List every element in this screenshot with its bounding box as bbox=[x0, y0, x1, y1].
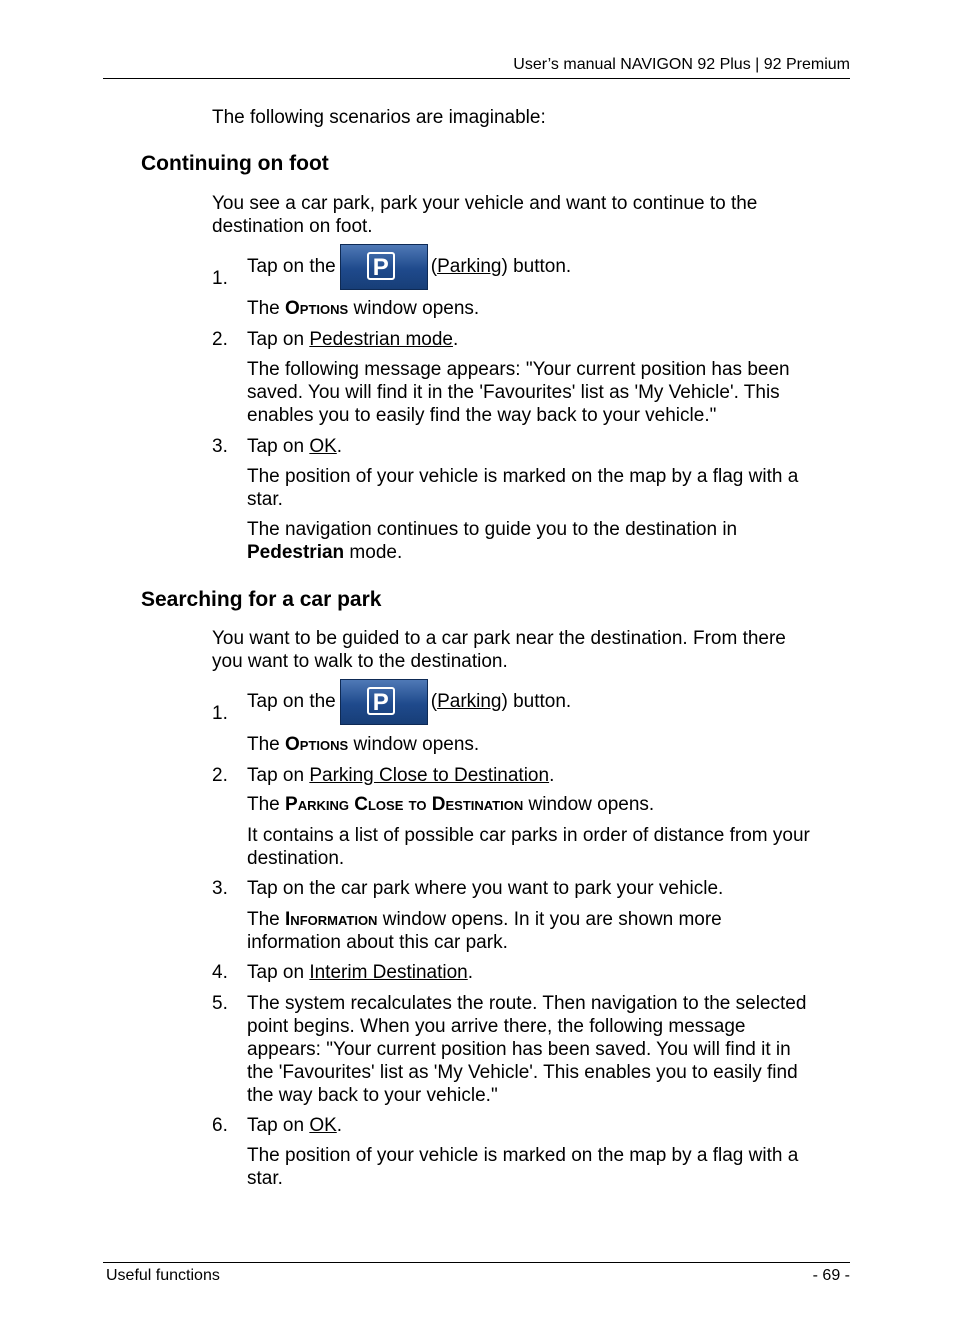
window-name: Options bbox=[285, 734, 349, 755]
s2-step2-line bbox=[247, 764, 554, 787]
section-heading-continuing-on-foot: Continuing on foot bbox=[141, 152, 329, 175]
page-footer bbox=[103, 1262, 850, 1287]
step-text-post: . bbox=[467, 962, 474, 983]
step-text-post: . bbox=[336, 1115, 343, 1136]
section-heading-searching-car-park: Searching for a car park bbox=[141, 588, 382, 611]
step-number: 3. bbox=[212, 436, 228, 457]
note-pre: The bbox=[247, 794, 280, 815]
step-text-post: . bbox=[336, 436, 343, 457]
note-pre: The bbox=[247, 734, 280, 755]
s1-step3-note1b: star. bbox=[247, 489, 283, 510]
s2-step5-l1: The system recalculates the route. Then navigation to the selected bbox=[247, 993, 807, 1014]
step-text: Tap on bbox=[247, 329, 305, 350]
section1-desc-line1: You see a car park, park your vehicle and want to continue to the bbox=[212, 193, 758, 214]
s2-step2-note bbox=[247, 793, 654, 816]
s2-step5-l4: the 'Favourites' list as 'My Vehicle'. This enables you to easily find bbox=[247, 1062, 798, 1083]
s1-step2-msg3: enables you to easily find the way back to your vehicle." bbox=[247, 405, 717, 426]
s2-step2-note2b: destination. bbox=[247, 848, 345, 869]
step-number: 2. bbox=[212, 765, 228, 786]
step-text: Tap on bbox=[247, 1115, 305, 1136]
s1-step3-line bbox=[247, 435, 342, 458]
step-number: 4. bbox=[212, 962, 228, 983]
parking-icon: P bbox=[367, 687, 395, 715]
step-text-post: . bbox=[452, 329, 459, 350]
s1-step2-line bbox=[247, 328, 458, 351]
parking-close-link: Parking Close to Destination bbox=[309, 765, 550, 786]
step-number: 6. bbox=[212, 1115, 228, 1136]
step-text-post: button. bbox=[513, 256, 572, 278]
note-pre: The bbox=[247, 909, 280, 930]
s2-step2-note2a: It contains a list of possible car parks in order of distance from your bbox=[247, 825, 810, 846]
s2-step6-note1a: The position of your vehicle is marked on the map by a flag with a bbox=[247, 1145, 799, 1166]
section2-desc-line2: you want to walk to the destination. bbox=[212, 651, 508, 672]
s2-step1-note bbox=[247, 733, 479, 756]
step-number: 3. bbox=[212, 878, 228, 899]
note-pre: The bbox=[247, 298, 280, 319]
window-name: Parking Close to Destination bbox=[285, 794, 524, 815]
s1-step2-msg1: The following message appears: "Your current position has been bbox=[247, 359, 790, 380]
s2-step3-note bbox=[247, 908, 722, 931]
note-post: window opens. bbox=[353, 734, 480, 755]
step-text: Tap on the bbox=[247, 256, 336, 278]
parking-link: Parking bbox=[437, 691, 502, 713]
pedestrian-bold: Pedestrian bbox=[247, 542, 345, 563]
s1-step1-line: Tap on the P (Parking) button. bbox=[247, 244, 571, 290]
page-number: - 69 - bbox=[812, 1267, 850, 1284]
section2-desc-line1: You want to be guided to a car park near the destination. From there bbox=[212, 628, 786, 649]
ok-link: OK bbox=[309, 436, 337, 457]
parking-icon: P bbox=[367, 252, 395, 280]
step-text: Tap on bbox=[247, 436, 305, 457]
note-rest: mode. bbox=[344, 542, 403, 563]
s2-step5-l5: the way back to your vehicle." bbox=[247, 1085, 498, 1106]
s1-step3-note1a: The position of your vehicle is marked on the map by a flag with a bbox=[247, 466, 799, 487]
s2-step6-line bbox=[247, 1114, 342, 1137]
page-header bbox=[103, 56, 850, 79]
step-number: 1. bbox=[212, 268, 228, 289]
step-text-post: . bbox=[549, 765, 555, 786]
s2-step1-line: Tap on the P (Parking) button. bbox=[247, 679, 571, 725]
s1-step3-note2a: The navigation continues to guide you to the destination in bbox=[247, 519, 738, 540]
s1-step1-note bbox=[247, 297, 479, 320]
window-name: Information bbox=[285, 909, 378, 930]
s2-step5-l2: point begins. When you arrive there, the following message bbox=[247, 1016, 746, 1037]
parking-link: Parking bbox=[437, 256, 502, 278]
step-text: Tap on the bbox=[247, 691, 336, 713]
parking-button[interactable] bbox=[340, 244, 428, 290]
s2-step3-line: Tap on the car park where you want to park your vehicle. bbox=[247, 878, 724, 899]
footer-section: Useful functions bbox=[106, 1267, 220, 1284]
s2-step5-l3: appears: "Your current position has been saved. You will find it in bbox=[247, 1039, 791, 1060]
window-name: Options bbox=[285, 298, 349, 319]
pedestrian-mode-link: Pedestrian mode bbox=[309, 329, 453, 350]
interim-destination-link: Interim Destination bbox=[309, 962, 468, 983]
s2-step4-line bbox=[247, 961, 473, 984]
step-number: 2. bbox=[212, 329, 228, 350]
header-text: User’s manual NAVIGON 92 Plus | 92 Premium bbox=[513, 56, 850, 73]
s2-step6-note1b: star. bbox=[247, 1168, 283, 1189]
s1-step2-msg2: saved. You will find it in the 'Favourites' list as 'My Vehicle'. This bbox=[247, 382, 780, 403]
step-text: Tap on bbox=[247, 765, 305, 786]
parking-button[interactable] bbox=[340, 679, 428, 725]
step-number: 1. bbox=[212, 703, 228, 724]
s2-step3-note-line2: information about this car park. bbox=[247, 932, 508, 953]
intro-text: The following scenarios are imaginable: bbox=[212, 107, 546, 128]
section1-desc-line2: destination on foot. bbox=[212, 216, 373, 237]
s1-step3-note2b bbox=[247, 541, 402, 564]
note-post: window opens. bbox=[353, 298, 480, 319]
step-number: 5. bbox=[212, 993, 228, 1014]
note-post: window opens. In it you are shown more bbox=[382, 909, 722, 930]
ok-link: OK bbox=[309, 1115, 337, 1136]
step-text-post: button. bbox=[513, 691, 572, 713]
step-text: Tap on bbox=[247, 962, 305, 983]
note-post: window opens. bbox=[528, 794, 655, 815]
